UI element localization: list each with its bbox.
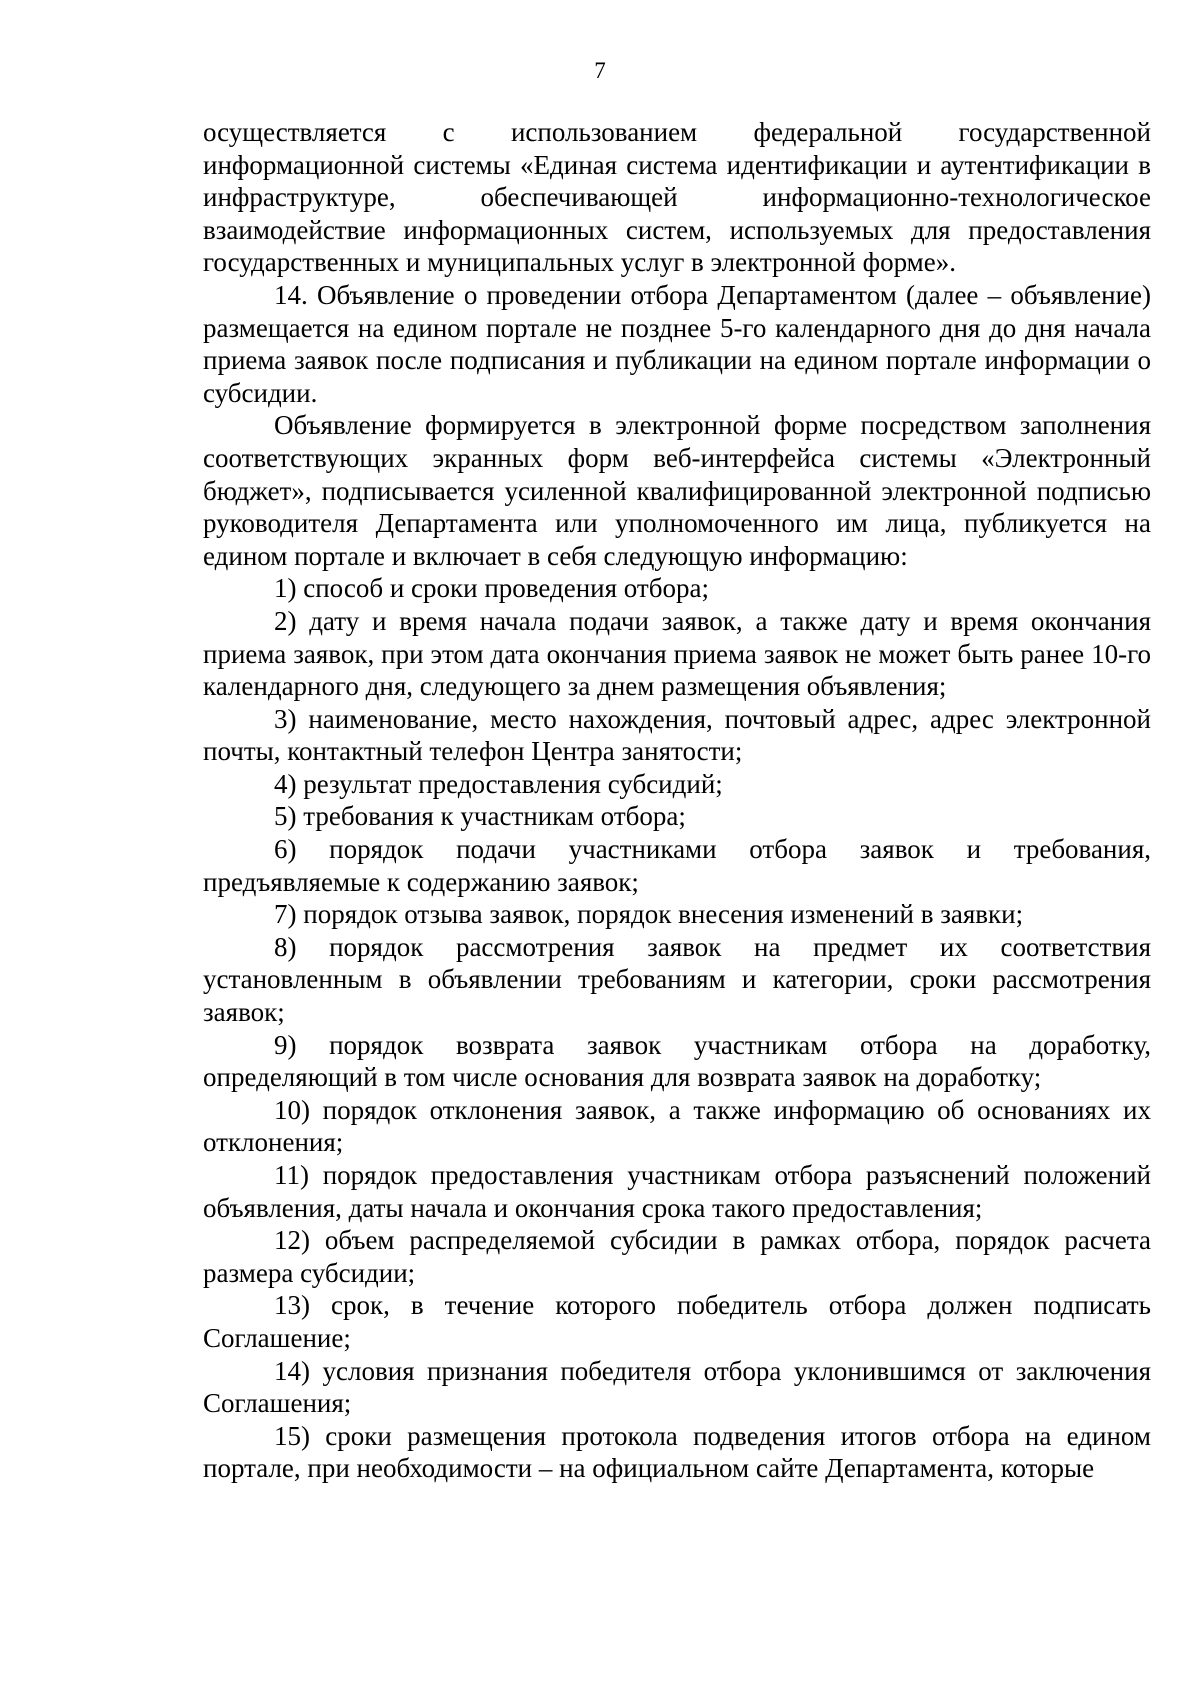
list-item-3: 3) наименование, место нахождения, почтовый адрес, адрес электронной почты, контактный телефон Центра занятости;	[203, 703, 1151, 767]
list-item-10: 10) порядок отклонения заявок, а также информацию об основаниях их отклонения;	[203, 1094, 1151, 1158]
list-item-15: 15) сроки размещения протокола подведения итогов отбора на едином портале, при необходимости – на официальном сайте Департамента, которые	[203, 1420, 1151, 1484]
list-item-12: 12) объем распределяемой субсидии в рамках отбора, порядок расчета размера субсидии;	[203, 1225, 1151, 1288]
list-item-5: 5) требования к участникам отбора;	[274, 801, 686, 832]
paragraph-continuation: осуществляется с использованием федеральной государственной информационной системы «Единая система идентификации и аутентификации в инфраструктуре, обеспечивающей информационно-технологическое взаимодействие информационных систем, используемых для предоставления государственных и муниципальных услуг в электронной форме».	[203, 117, 1151, 278]
paragraph-announcement: Объявление формируется в электронной форме посредством заполнения соответствующих экранных форм веб-интерфейса системы «Электронный бюджет», подписывается усиленной квалифицированной электронной подписью руководителя Департамента или уполномоченного им лица, публикуется на едином портале и включает в себя следующую информацию:	[203, 410, 1151, 571]
list-item-11: 11) порядок предоставления участникам отбора разъяснений положений объявления, даты начала и окончания срока такого предоставления;	[203, 1160, 1151, 1223]
list-item-8: 8) порядок рассмотрения заявок на предмет их соответствия установленным в объявлении требованиям и категории, сроки рассмотрения заявок;	[203, 931, 1151, 1028]
list-item-2: 2) дату и время начала подачи заявок, а также дату и время окончания приема заявок, при этом дата окончания приема заявок не может быть ранее 10-го календарного дня, следующего за днем размещения объявления;	[203, 605, 1151, 702]
list-item-1: 1) способ и сроки проведения отбора;	[274, 573, 709, 604]
list-item-4: 4) результат предоставления субсидий;	[274, 768, 723, 799]
list-item-13: 13) срок, в течение которого победитель отбора должен подписать Соглашение;	[203, 1290, 1151, 1353]
list-item-14: 14) условия признания победителя отбора уклонившимся от заключения Соглашения;	[203, 1355, 1151, 1419]
list-item-7: 7) порядок отзыва заявок, порядок внесения изменений в заявки;	[274, 899, 1024, 930]
page-number: 7	[594, 58, 606, 83]
document-body	[203, 116, 1151, 1485]
list-item-6: 6) порядок подачи участниками отбора заявок и требования, предъявляемые к содержанию заявок;	[203, 834, 1151, 897]
list-item-9: 9) порядок возврата заявок участникам отбора на доработку, определяющий в том числе основания для возврата заявок на доработку;	[203, 1029, 1151, 1093]
paragraph-item-14: 14. Объявление о проведении отбора Департаментом (далее – объявление) размещается на едином портале не позднее 5-го календарного дня до дня начала приема заявок после подписания и публикации на едином портале информации о субсидии.	[203, 279, 1151, 408]
